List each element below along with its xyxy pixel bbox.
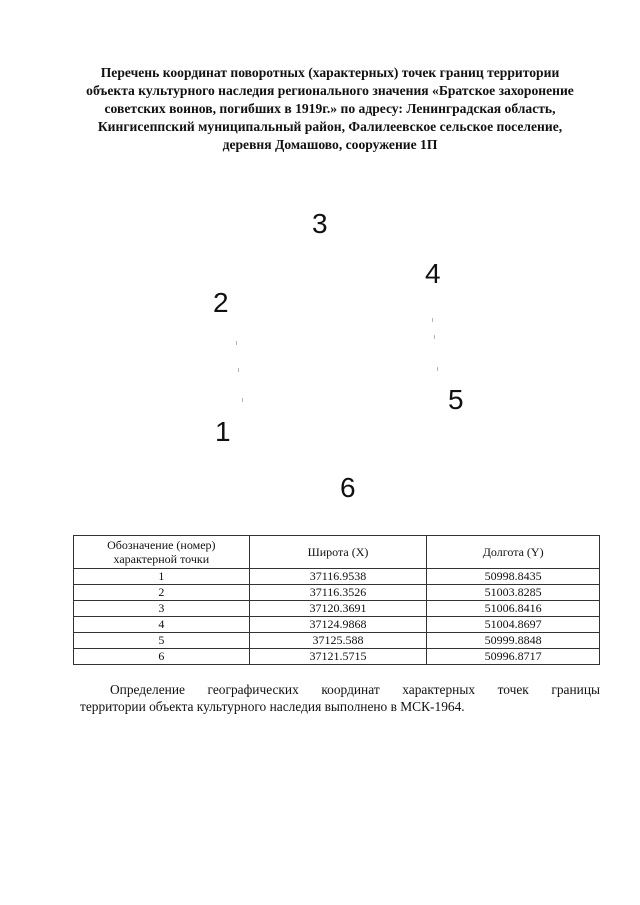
longitude-cell: 50999.8848 — [427, 633, 600, 649]
boundary-mark — [437, 367, 438, 371]
boundary-mark — [238, 368, 239, 372]
boundary-mark — [434, 335, 435, 339]
title-line: объекта культурного наследия регионального значения «Братское захоронение — [86, 83, 574, 98]
latitude-cell: 37125.588 — [249, 633, 427, 649]
note-line: территории объекта культурного наследия выполнено в МСК-1964. — [80, 699, 465, 714]
point-number-cell: 5 — [74, 633, 250, 649]
point-number-cell: 6 — [74, 649, 250, 665]
title-line: деревня Домашово, сооружение 1П — [222, 137, 438, 152]
coordinates-table — [73, 535, 600, 665]
point-label-1: 1 — [215, 416, 231, 447]
table-row — [74, 569, 600, 585]
table-row — [74, 633, 600, 649]
point-label-3: 3 — [312, 208, 328, 239]
longitude-cell: 50996.8717 — [427, 649, 600, 665]
point-label-5: 5 — [448, 384, 464, 415]
latitude-cell: 37121.5715 — [249, 649, 427, 665]
title-line: советских воинов, погибших в 1919г.» по адресу: Ленинградская область, — [104, 101, 556, 116]
header-point-number: Обозначение (номер) характерной точки — [74, 536, 250, 569]
point-label-2: 2 — [213, 287, 229, 318]
point-number-cell: 1 — [74, 569, 250, 585]
header-longitude: Долгота (Y) — [427, 536, 600, 569]
point-number-cell: 4 — [74, 617, 250, 633]
title-line: Кингисеппский муниципальный район, Фалилеевское сельское поселение, — [97, 119, 563, 134]
note-line: Определение географических координат характерных точек границы — [110, 682, 600, 697]
point-label-4: 4 — [425, 258, 441, 289]
header-latitude: Широта (X) — [249, 536, 427, 569]
table-row — [74, 601, 600, 617]
coordinate-system-note — [80, 681, 600, 715]
latitude-cell: 37116.9538 — [249, 569, 427, 585]
point-label-6: 6 — [340, 472, 356, 503]
document-title — [70, 64, 590, 154]
latitude-cell: 37124.9868 — [249, 617, 427, 633]
longitude-cell: 50998.8435 — [427, 569, 600, 585]
point-number-cell: 2 — [74, 585, 250, 601]
latitude-cell: 37116.3526 — [249, 585, 427, 601]
longitude-cell: 51004.8697 — [427, 617, 600, 633]
longitude-cell: 51003.8285 — [427, 585, 600, 601]
boundary-mark — [432, 318, 433, 322]
latitude-cell: 37120.3691 — [249, 601, 427, 617]
table-row — [74, 585, 600, 601]
table-row — [74, 617, 600, 633]
table-header-row — [74, 536, 600, 569]
boundary-mark — [242, 398, 243, 402]
longitude-cell: 51006.8416 — [427, 601, 600, 617]
title-line: Перечень координат поворотных (характерных) точек границ территории — [100, 65, 560, 80]
point-number-cell: 3 — [74, 601, 250, 617]
boundary-mark — [236, 341, 237, 345]
table-row — [74, 649, 600, 665]
